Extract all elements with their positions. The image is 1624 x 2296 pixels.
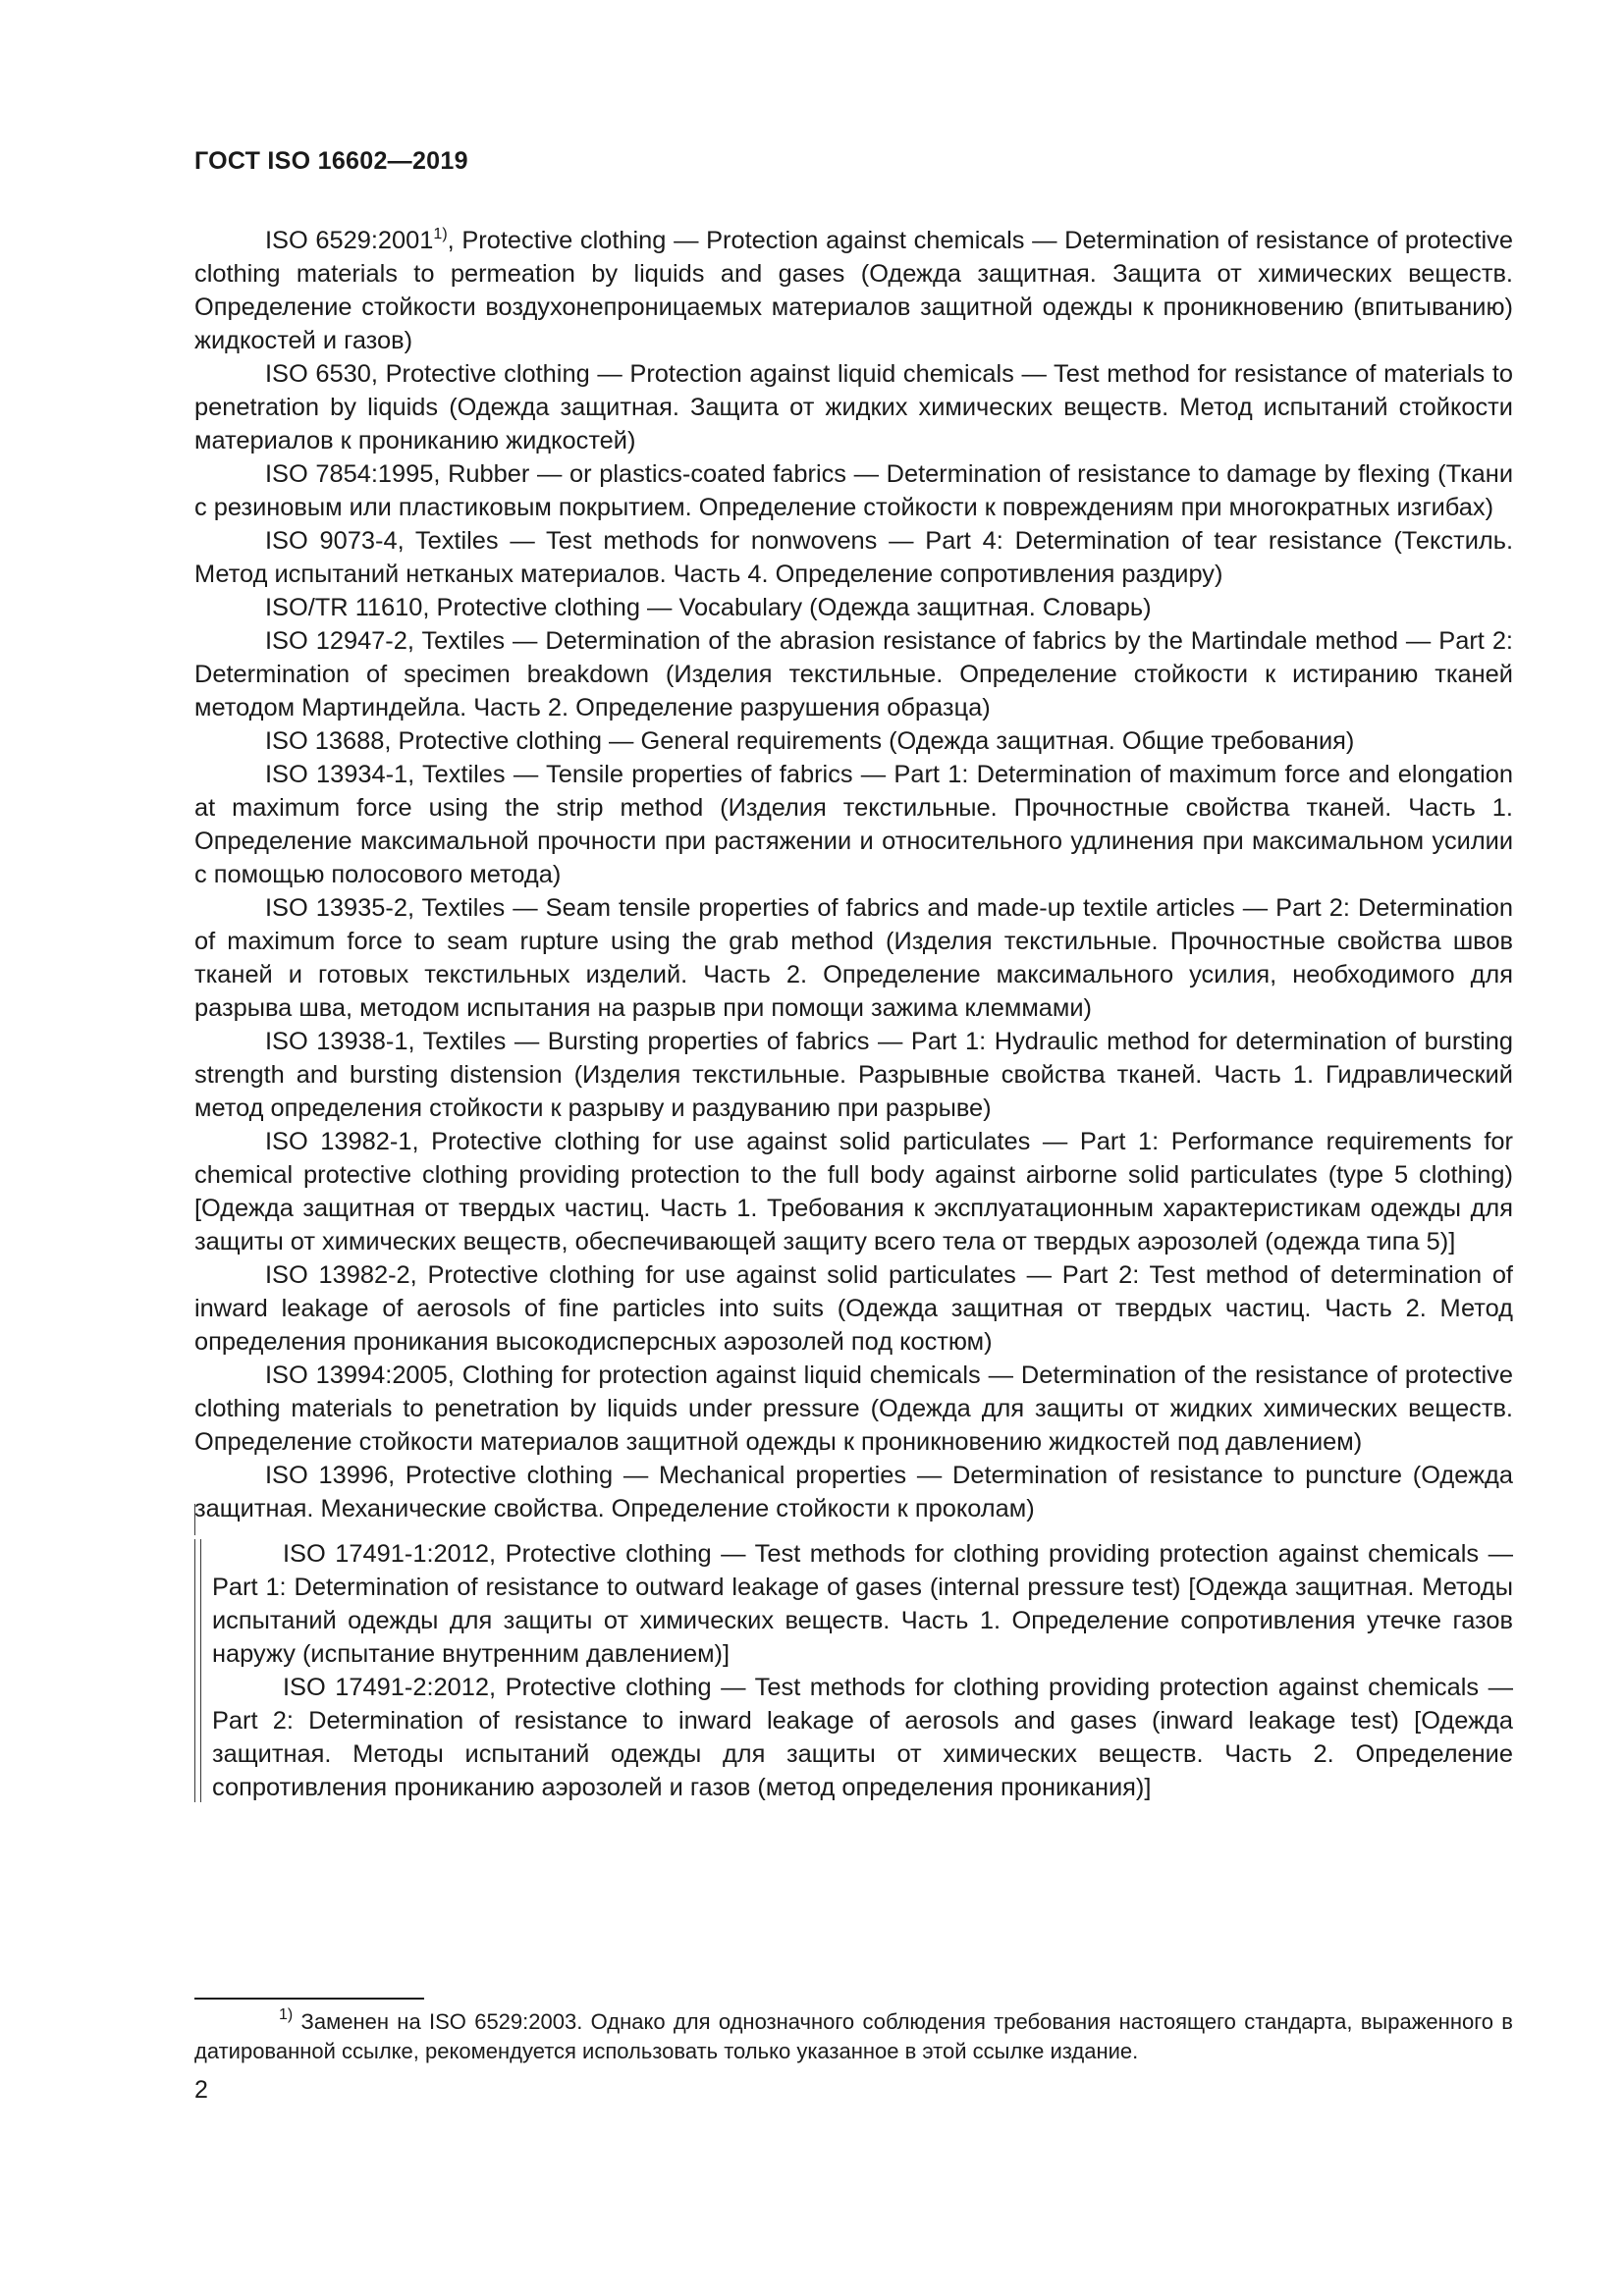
reference-entry: ISO 12947-2, Textiles — Determination of the abrasion resistance of fabrics by the Martindale method — Part 2: Determination of specimen breakdown (Изделия текстильные. Определение стойкости к истиранию тканей методом Мартиндейла. Часть 2. Определение разрушения образца) — [194, 627, 1513, 721]
footnote-separator — [194, 1998, 424, 2000]
reference-entry: ISO 7854:1995, Rubber — or plastics-coated fabrics — Determination of resistance to damage by flexing (Ткани с резиновым или пластиковым покрытием. Определение стойкости к повреждениям при многократных изгибах) — [194, 460, 1513, 521]
reference-entry: ISO 13994:2005, Clothing for protection against liquid chemicals — Determination of the resistance of protective clothing materials to penetration by liquids under pressure (Одежда для защиты от жидких химических веществ. Определение стойкости материалов защитной одежды к проникновению жидкостей под давлением) — [194, 1362, 1513, 1456]
reference-entry: ISO 17491-1:2012, Protective clothing — Test methods for clothing providing protection against chemicals — Part 1: Determination of resistance to outward leakage of gases (internal pressure test) [Одежда защитная. Методы испытаний одежды для защиты от химических веществ. Часть 1. Определение сопротивления утечке газов наружу (испытание внутренним давлением)] — [212, 1540, 1513, 1668]
reference-entry — [194, 224, 1513, 357]
reference-entry: ISO 13938-1, Textiles — Bursting properties of fabrics — Part 1: Hydraulic method for determination of bursting strength and bursting distension (Изделия текстильные. Разрывные свойства тканей. Часть 1. Гидравлический метод определения стойкости к разрыву и раздуванию при разрыве) — [194, 1028, 1513, 1122]
reference-entry: ISO 13935-2, Textiles — Seam tensile properties of fabrics and made-up textile articles — Part 2: Determination of maximum force to seam rupture using the grab method (Изделия текстильные. Прочностные свойства швов тканей и готовых текстильных изделий. Часть 2. Определение максимального усилия, необходимого для разрыва шва, методом испытания на разрыв при помощи зажима клеммами) — [194, 894, 1513, 1022]
page-number: 2 — [194, 2076, 208, 2104]
reference-entry: ISO 17491-2:2012, Protective clothing — Test methods for clothing providing protection against chemicals — Part 2: Determination of resistance to inward leakage of aerosols and gases (inward leakage test) [Одежда защитная. Методы испытаний одежды для защиты от химических веществ. Часть 2. Определение сопротивления прониканию аэрозолей и газов (метод определения проникания)] — [212, 1674, 1513, 1801]
changed-references-block — [194, 1537, 1513, 1804]
reference-entry: ISO 13934-1, Textiles — Tensile properties of fabrics — Part 1: Determination of maximum force and elongation at maximum force using the strip method (Изделия текстильные. Прочностные свойства тканей. Часть 1. Определение максимальной прочности при растяжении и относительного удлинения при максимальном усилии с помощью полосового метода) — [194, 761, 1513, 888]
reference-entry: ISO 13982-1, Protective clothing for use against solid particulates — Part 1: Performance requirements for chemical protective clothing providing protection to the full body against airborne solid particulates (type 5 clothing) [Одежда защитная от твердых частиц. Часть 1. Требования к эксплуатационным характеристикам одежды для защиты от химических веществ, обеспечивающей защиту всего тела от твердых аэрозолей (одежда типа 5)] — [194, 1128, 1513, 1255]
footnote — [194, 2007, 1513, 2066]
document-header: ГОСТ ISO 16602—2019 — [194, 147, 468, 175]
change-bar-marker — [194, 1539, 201, 1802]
change-bar-marker — [194, 1504, 197, 1535]
reference-entry: ISO 9073-4, Textiles — Test methods for nonwovens — Part 4: Determination of tear resistance (Текстиль. Метод испытаний нетканых материалов. Часть 4. Определение сопротивления раздиру) — [194, 527, 1513, 588]
reference-entry: ISO 13688, Protective clothing — General requirements (Одежда защитная. Общие требования) — [265, 727, 1355, 755]
reference-entry: ISO 13996, Protective clothing — Mechanical properties — Determination of resistance to puncture (Одежда защитная. Механические свойства. Определение стойкости к проколам) — [194, 1462, 1513, 1522]
reference-text: ISO 6529:2001 — [265, 227, 434, 254]
footnote-text: Заменен на ISO 6529:2003. Однако для однозначного соблюдения требования настоящего стандарта, выраженного в датированной ссылке, рекомендуется использовать только указанное в этой ссылке издание. — [194, 2009, 1513, 2063]
reference-entry: ISO 13982-2, Protective clothing for use against solid particulates — Part 2: Test method of determination of inward leakage of aerosols of fine particles into suits (Одежда защитная от твердых частиц. Часть 2. Метод определения проникания высокодисперсных аэрозолей под костюм) — [194, 1261, 1513, 1356]
footnote-number: 1) — [279, 2006, 294, 2023]
reference-entry: ISO/TR 11610, Protective clothing — Vocabulary (Одежда защитная. Словарь) — [265, 594, 1152, 621]
normative-references — [194, 224, 1513, 1804]
reference-text: , Protective clothing — Protection against chemicals — Determination of resistance of protective clothing materials to permeation by liquids and gases (Одежда защитная. Защита от химических веществ. Определение стойкости воздухонепроницаемых материалов защитной одежды к проникновению (впитыванию) жидкостей и газов) — [194, 227, 1513, 354]
reference-entry: ISO 6530, Protective clothing — Protection against liquid chemicals — Test method for resistance of materials to penetration by liquids (Одежда защитная. Защита от жидких химических веществ. Метод испытаний стойкости материалов к прониканию жидкостей) — [194, 360, 1513, 454]
footnote-marker[interactable]: 1) — [433, 226, 448, 242]
